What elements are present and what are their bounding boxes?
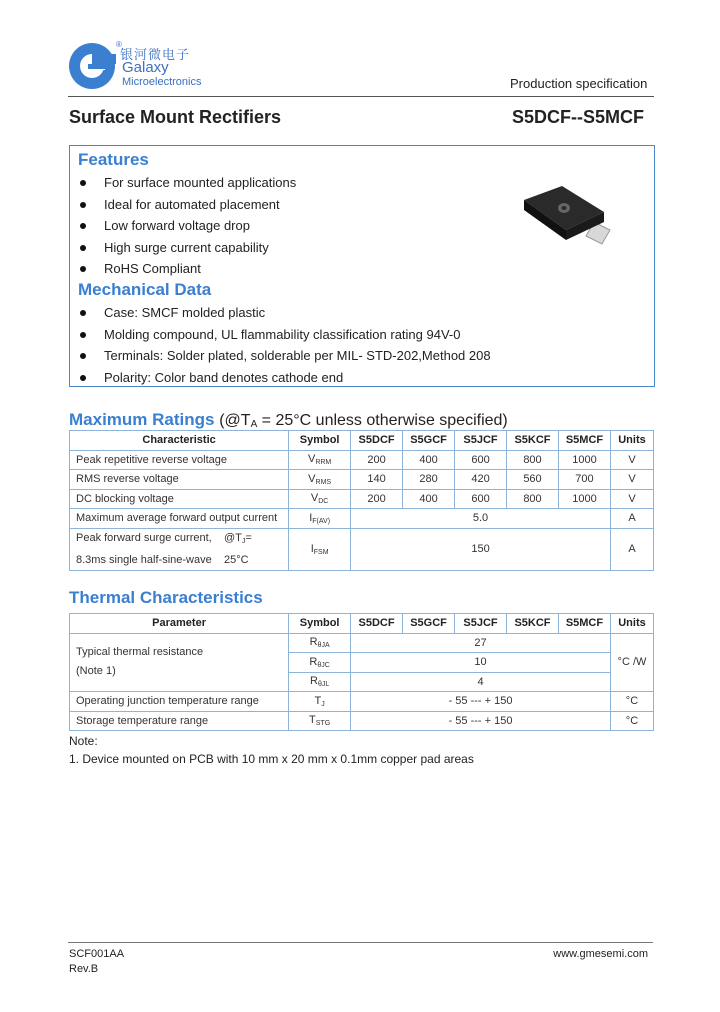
list-item: RoHS Compliant — [70, 258, 490, 280]
page-title: Surface Mount Rectifiers — [69, 107, 282, 127]
value-cell: 27 — [351, 633, 611, 653]
table-row — [70, 528, 654, 570]
col-header: Units — [610, 431, 653, 451]
table-row — [70, 711, 654, 731]
header-divider — [68, 96, 654, 97]
unit-cell: V — [610, 450, 653, 470]
value-cell: 200 — [351, 450, 403, 470]
note-text: 1. Device mounted on PCB with 10 mm x 20 mm x 0.1mm copper pad areas — [69, 752, 474, 766]
part-range: S5DCF--S5MCF — [511, 107, 644, 127]
galaxy-logo-icon — [68, 42, 116, 90]
col-header: S5MCF — [558, 431, 610, 451]
value-cell: 700 — [558, 470, 610, 490]
value-cell: 5.0 — [351, 509, 611, 529]
list-item: Polarity: Color band denotes cathode end — [70, 367, 630, 389]
value-cell: 4 — [351, 672, 611, 692]
symbol-cell: $T_{STG}$ — [289, 711, 351, 731]
features-heading: Features — [78, 150, 149, 169]
max-ratings-heading: Maximum Ratings — [69, 410, 215, 429]
row-label: Operating junction temperature range — [70, 692, 289, 712]
company-name-cn: 银河微电子 — [120, 47, 191, 62]
table-header-row — [70, 614, 654, 634]
value-cell: 600 — [455, 450, 507, 470]
registered-mark: ® — [116, 40, 122, 49]
value-cell: 140 — [351, 470, 403, 490]
col-header: S5DCF — [351, 614, 403, 634]
unit-cell: V — [610, 470, 653, 490]
table-row — [70, 509, 654, 529]
unit-cell: V — [610, 489, 653, 509]
col-header: Parameter — [70, 614, 289, 634]
row-label: Storage temperature range — [70, 711, 289, 731]
footer-divider — [68, 942, 653, 943]
table-row — [70, 450, 654, 470]
table-row — [70, 470, 654, 490]
table-row — [70, 692, 654, 712]
col-header: S5MCF — [558, 614, 610, 634]
website-link[interactable]: www.gmesemi.com — [553, 948, 648, 960]
table-header-row — [70, 431, 654, 451]
symbol-cell: $R_{\theta JA}$ — [289, 633, 351, 653]
col-header: Characteristic — [70, 431, 289, 451]
table-row — [70, 489, 654, 509]
production-spec-label: Production specification — [510, 76, 648, 91]
max-ratings-condition: (@TA = 25°C unless otherwise specified) — [219, 412, 508, 430]
value-cell: 560 — [507, 470, 559, 490]
unit-cell: A — [610, 528, 653, 570]
max-ratings-title — [69, 410, 508, 430]
value-cell: 280 — [403, 470, 455, 490]
symbol-cell: $R_{\theta JL}$ — [289, 672, 351, 692]
symbol-cell: $T_J$ — [289, 692, 351, 712]
col-header: Symbol — [289, 614, 351, 634]
note-heading: Note: — [69, 734, 98, 748]
unit-cell: °C — [610, 692, 653, 712]
value-cell: 800 — [507, 450, 559, 470]
symbol-cell: $R_{\theta JC}$ — [289, 653, 351, 673]
unit-cell: A — [610, 509, 653, 529]
unit-cell: °C — [610, 711, 653, 731]
symbol-cell: $V_{DC}$ — [289, 489, 351, 509]
list-item: For surface mounted applications — [70, 172, 490, 194]
value-cell: 1000 — [558, 450, 610, 470]
col-header: S5JCF — [455, 614, 507, 634]
row-label: Peak repetitive reverse voltage — [70, 450, 289, 470]
value-cell: 10 — [351, 653, 611, 673]
value-cell: 600 — [455, 489, 507, 509]
col-header: S5GCF — [403, 614, 455, 634]
max-ratings-table — [69, 430, 654, 571]
features-list — [70, 172, 490, 280]
value-cell: 400 — [403, 450, 455, 470]
revision: Rev.B — [69, 963, 99, 975]
col-header: S5GCF — [403, 431, 455, 451]
col-header: S5JCF — [455, 431, 507, 451]
unit-cell: °C /W — [610, 633, 653, 692]
symbol-cell: $I_{F(AV)}$ — [289, 509, 351, 529]
symbol-cell: $I_{FSM}$ — [289, 528, 351, 570]
mechanical-list — [70, 302, 630, 388]
company-name: Galaxy — [122, 59, 169, 76]
company-subtitle: Microelectronics — [122, 76, 202, 88]
row-label: DC blocking voltage — [70, 489, 289, 509]
col-header: S5KCF — [507, 614, 559, 634]
col-header: S5KCF — [507, 431, 559, 451]
col-header: S5DCF — [351, 431, 403, 451]
row-label: Maximum average forward output current — [70, 509, 289, 529]
features-box — [69, 145, 655, 387]
value-cell: - 55 --- + 150 — [351, 711, 611, 731]
value-cell: 800 — [507, 489, 559, 509]
thermal-table — [69, 613, 654, 731]
thermal-heading: Thermal Characteristics — [69, 588, 263, 607]
row-label: Typical thermal resistance (Note 1) — [70, 633, 289, 692]
package-image — [518, 186, 618, 250]
table-row — [70, 633, 654, 653]
mechanical-heading: Mechanical Data — [78, 280, 212, 299]
list-item: Ideal for automated placement — [70, 194, 490, 216]
list-item: Molding compound, UL flammability classification rating 94V-0 — [70, 324, 630, 346]
symbol-cell: $V_{RRM}$ — [289, 450, 351, 470]
value-cell: 150 — [351, 528, 611, 570]
row-label: Peak forward surge current, $@T_J=$ 8.3ms single half-sine-wave 25°C — [70, 528, 289, 570]
value-cell: 400 — [403, 489, 455, 509]
col-header: Symbol — [289, 431, 351, 451]
doc-id: SCF001AA — [69, 948, 125, 960]
col-header: Units — [610, 614, 653, 634]
value-cell: 200 — [351, 489, 403, 509]
row-label: RMS reverse voltage — [70, 470, 289, 490]
symbol-cell: $V_{RMS}$ — [289, 470, 351, 490]
list-item: Low forward voltage drop — [70, 215, 490, 237]
value-cell: 1000 — [558, 489, 610, 509]
list-item: High surge current capability — [70, 237, 490, 259]
list-item: Terminals: Solder plated, solderable per MIL- STD-202,Method 208 — [70, 345, 630, 367]
value-cell: - 55 --- + 150 — [351, 692, 611, 712]
list-item: Case: SMCF molded plastic — [70, 302, 630, 324]
value-cell: 420 — [455, 470, 507, 490]
